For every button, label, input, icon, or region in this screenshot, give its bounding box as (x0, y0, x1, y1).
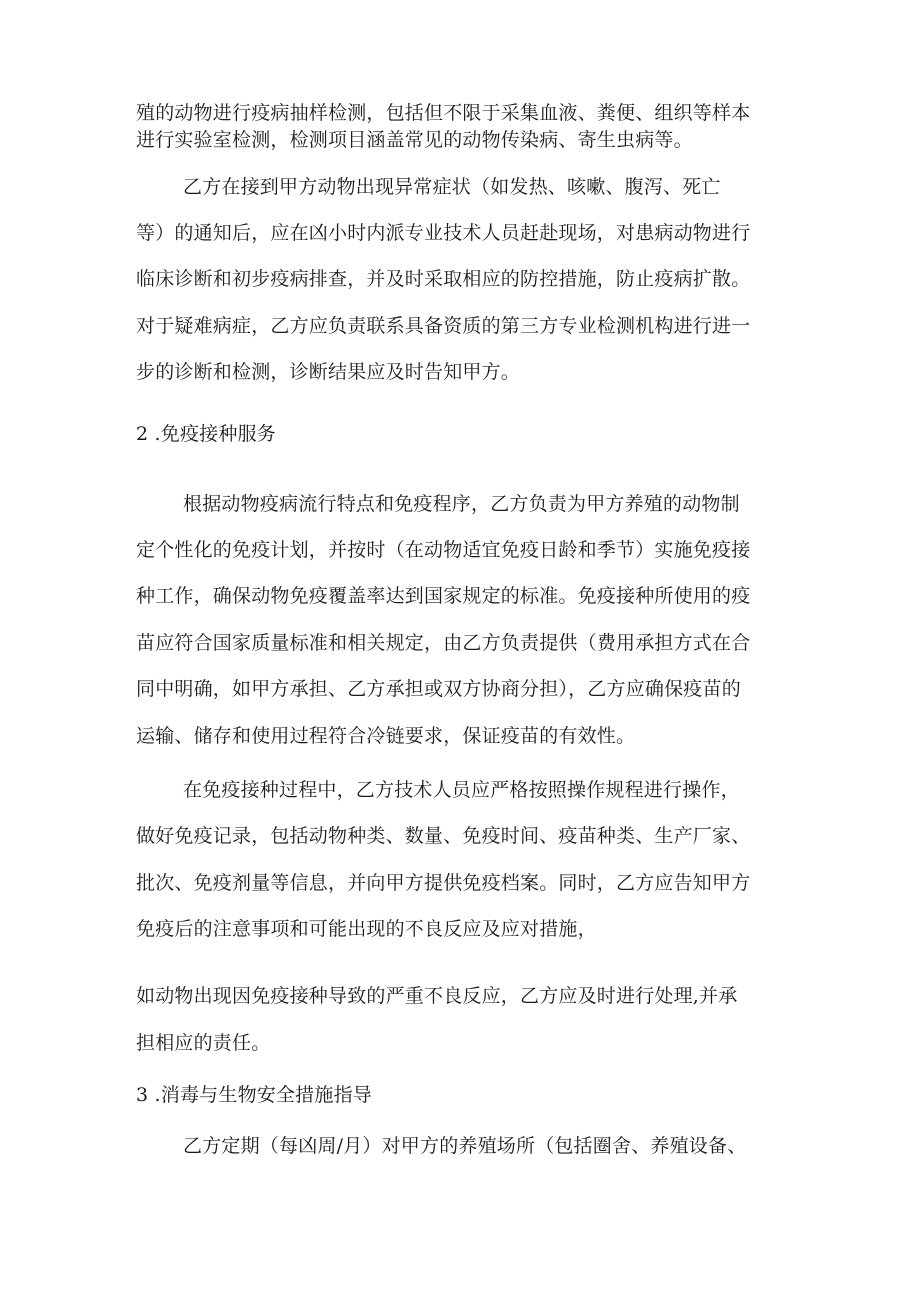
body-text-line: 进行实验室检测，检测项目涵盖常见的动物传染病、寄生虫病等。 (136, 129, 693, 151)
body-text-line: 做好免疫记录，包括动物种类、数量、免疫时间、疫苗种类、生产厂家、 (136, 825, 751, 847)
body-text-line: 根据动物疫病流行特点和免疫程序，乙方负责为甲方养殖的动物制 (183, 493, 740, 515)
body-text-line: 临床诊断和初步疫病排查，并及时采取相应的防控措施，防止疫病扩散。 (136, 268, 751, 290)
body-text-line: 乙方定期（每凶周/月）对甲方的养殖场所（包括圈舍、养殖设备、 (183, 1135, 747, 1157)
body-text-line: 苗应符合国家质量标准和相关规定，由乙方负责提供（费用承担方式在合 (136, 632, 751, 654)
body-text-line: 等）的通知后，应在凶小时内派专业技术人员赶赴现场，对患病动物进行 (136, 222, 751, 244)
body-text-line: 担相应的责任。 (136, 1032, 271, 1054)
body-text-line: 在免疫接种过程中，乙方技术人员应严格按照操作规程进行操作， (183, 779, 740, 801)
body-text-line: 对于疑难病症，乙方应负责联系具备资质的第三方专业检测机构进行进一 (136, 315, 751, 337)
body-text-line: 批次、免疫剂量等信息，并向甲方提供免疫档案。同时，乙方应告知甲方 (136, 872, 751, 894)
body-text-line: 殖的动物进行疫病抽样检测，包括但不限于采集血液、粪便、组织等样本 (136, 102, 751, 124)
body-text-line: 乙方在接到甲方动物出现异常症状（如发热、咳嗽、腹泻、死亡 (183, 176, 721, 198)
body-text-line: 运输、储存和使用过程符合冷链要求，保证疫苗的有效性。 (136, 725, 636, 747)
body-text-line: 定个性化的免疫计划，并按时（在动物适宜免疫日龄和季节）实施免疫接 (136, 539, 751, 561)
body-text-line: 步的诊断和检测，诊断结果应及时告知甲方。 (136, 361, 521, 383)
section-heading: 2 .免疫接种服务 (136, 423, 276, 445)
body-text-line: 同中明确，如甲方承担、乙方承担或双方协商分担），乙方应确保疫苗的 (136, 678, 741, 700)
body-text-line: 种工作，确保动物免疫覆盖率达到国家规定的标准。免疫接种所使用的疫 (136, 585, 751, 607)
section-heading: 3 .消毒与生物安全措施指导 (136, 1084, 372, 1106)
body-text-line: 免疫后的注意事项和可能出现的不良反应及应对措施， (136, 918, 597, 940)
body-text-line: 如动物出现因免疫接种导致的严重不良反应，乙方应及时进行处理,并承 (136, 985, 738, 1007)
